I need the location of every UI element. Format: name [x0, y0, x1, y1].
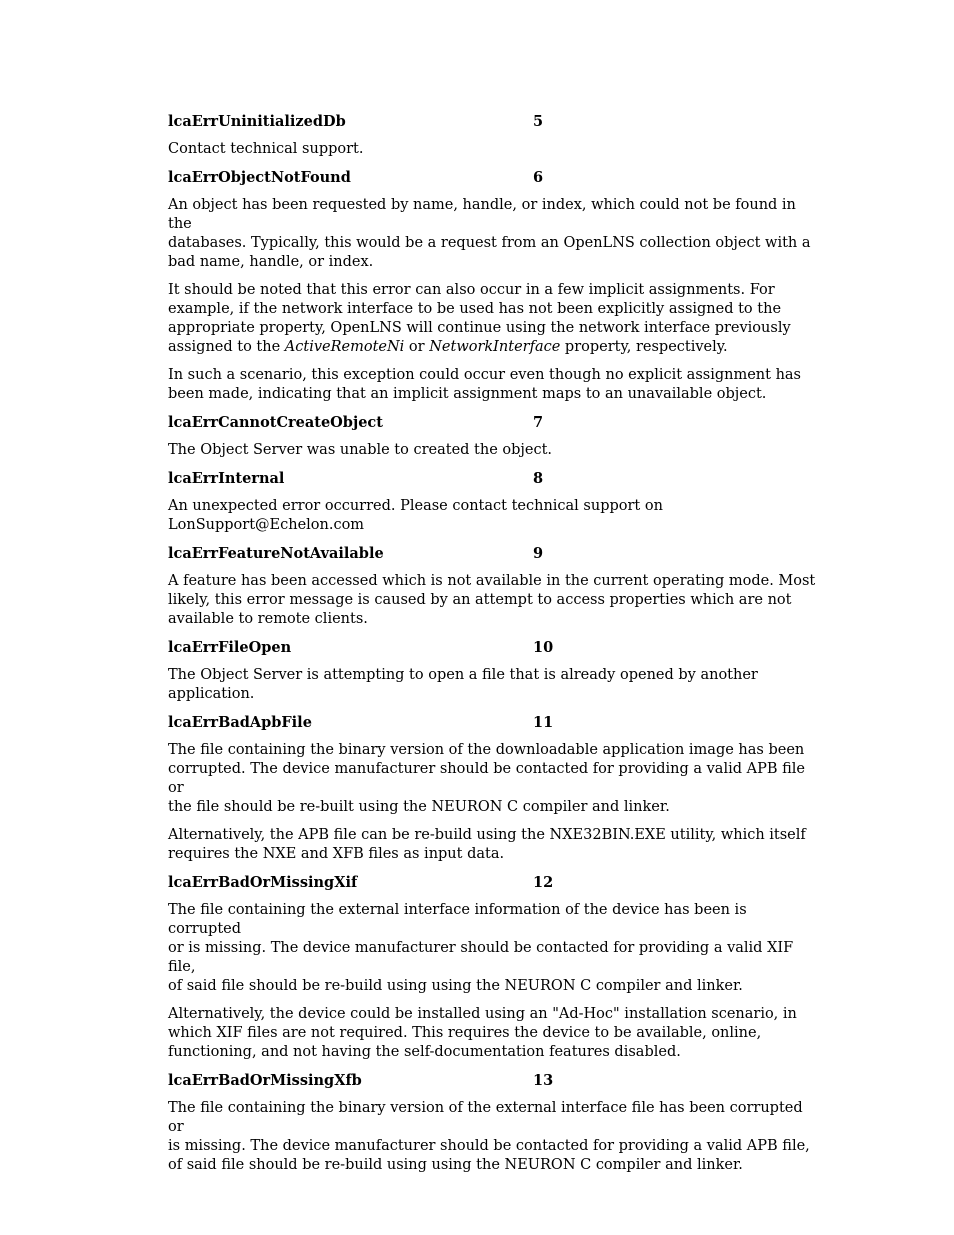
error-name: lcaErrBadOrMissingXif: [168, 874, 358, 891]
error-description: The file containing the binary version of the external interface file has been corrupted or is missing. The device manufacturer should be contacted for providing a valid APB file, of said file should be re-build using using the NEURON C compiler and linker.: [168, 1100, 810, 1173]
error-code: 9: [533, 545, 544, 562]
error-description: An unexpected error occurred. Please contact technical support on LonSupport@Echelon.com: [168, 498, 663, 533]
error-code: 7: [533, 414, 544, 431]
error-entry-heading: [168, 112, 818, 131]
error-description: The Object Server was unable to created the object.: [168, 442, 553, 458]
error-description: A feature has been accessed which is not available in the current operating mode. Most likely, this error message is caused by an attempt to access properties which are not available to remote clients.: [168, 573, 816, 627]
error-description: An object has been requested by name, handle, or index, which could not be found in the databases. Typically, this would be a request from an OpenLNS collection object with a bad name, handle, or index.: [168, 197, 811, 270]
error-name: lcaErrUninitializedDb: [168, 113, 346, 130]
error-entry-heading: [168, 168, 818, 187]
error-description: Alternatively, the device could be installed using an "Ad-Hoc" installation scenario, in which XIF files are not required. This requires the device to be available, online, functioning, and not having the self-documentation features disabled.: [168, 1006, 797, 1060]
error-code: 6: [533, 169, 544, 186]
error-entry-heading: [168, 469, 818, 488]
error-name: lcaErrInternal: [168, 470, 285, 487]
error-code: 8: [533, 470, 544, 487]
error-code: 10: [533, 639, 554, 656]
error-name: lcaErrObjectNotFound: [168, 169, 351, 186]
error-entry-heading: [168, 544, 818, 563]
error-entry-heading: [168, 713, 818, 732]
error-name: lcaErrFeatureNotAvailable: [168, 545, 384, 562]
error-description: Alternatively, the APB file can be re-build using the NXE32BIN.EXE utility, which itself requires the NXE and XFB files as input data.: [168, 827, 806, 862]
error-name: lcaErrFileOpen: [168, 639, 292, 656]
error-entry-heading: [168, 873, 818, 892]
error-description: It should be noted that this error can also occur in a few implicit assignments. For example, if the network interface to be used has not been explicitly assigned to the appropriate property, OpenLNS will continue using the network interface previously assigned to the ActiveRemoteNi or NetworkInterface property, respectively.: [168, 282, 791, 355]
error-entry-heading: [168, 638, 818, 657]
document-body: [168, 112, 818, 1184]
error-name: lcaErrBadApbFile: [168, 714, 312, 731]
error-name: lcaErrBadOrMissingXfb: [168, 1072, 362, 1089]
property-name: ActiveRemoteNi: [284, 339, 405, 355]
error-entry-heading: [168, 1071, 818, 1090]
property-name: NetworkInterface: [429, 339, 561, 355]
error-description: In such a scenario, this exception could occur even though no explicit assignment has been made, indicating that an implicit assignment maps to an unavailable object.: [168, 367, 801, 402]
error-description: The file containing the external interface information of the device has been is corrupted or is missing. The device manufacturer should be contacted for providing a valid XIF file, of said file should be re-build using using the NEURON C compiler and linker.: [168, 902, 794, 994]
error-description: The file containing the binary version of the downloadable application image has been corrupted. The device manufacturer should be contacted for providing a valid APB file or the file should be re-built using the NEURON C compiler and linker.: [168, 742, 805, 815]
error-code: 11: [533, 714, 554, 731]
error-code: 5: [533, 113, 544, 130]
error-code: 13: [533, 1072, 554, 1089]
error-description: The Object Server is attempting to open a file that is already opened by another application.: [168, 667, 758, 702]
error-description: Contact technical support.: [168, 141, 364, 157]
error-entry-heading: [168, 413, 818, 432]
error-name: lcaErrCannotCreateObject: [168, 414, 383, 431]
error-code: 12: [533, 874, 554, 891]
